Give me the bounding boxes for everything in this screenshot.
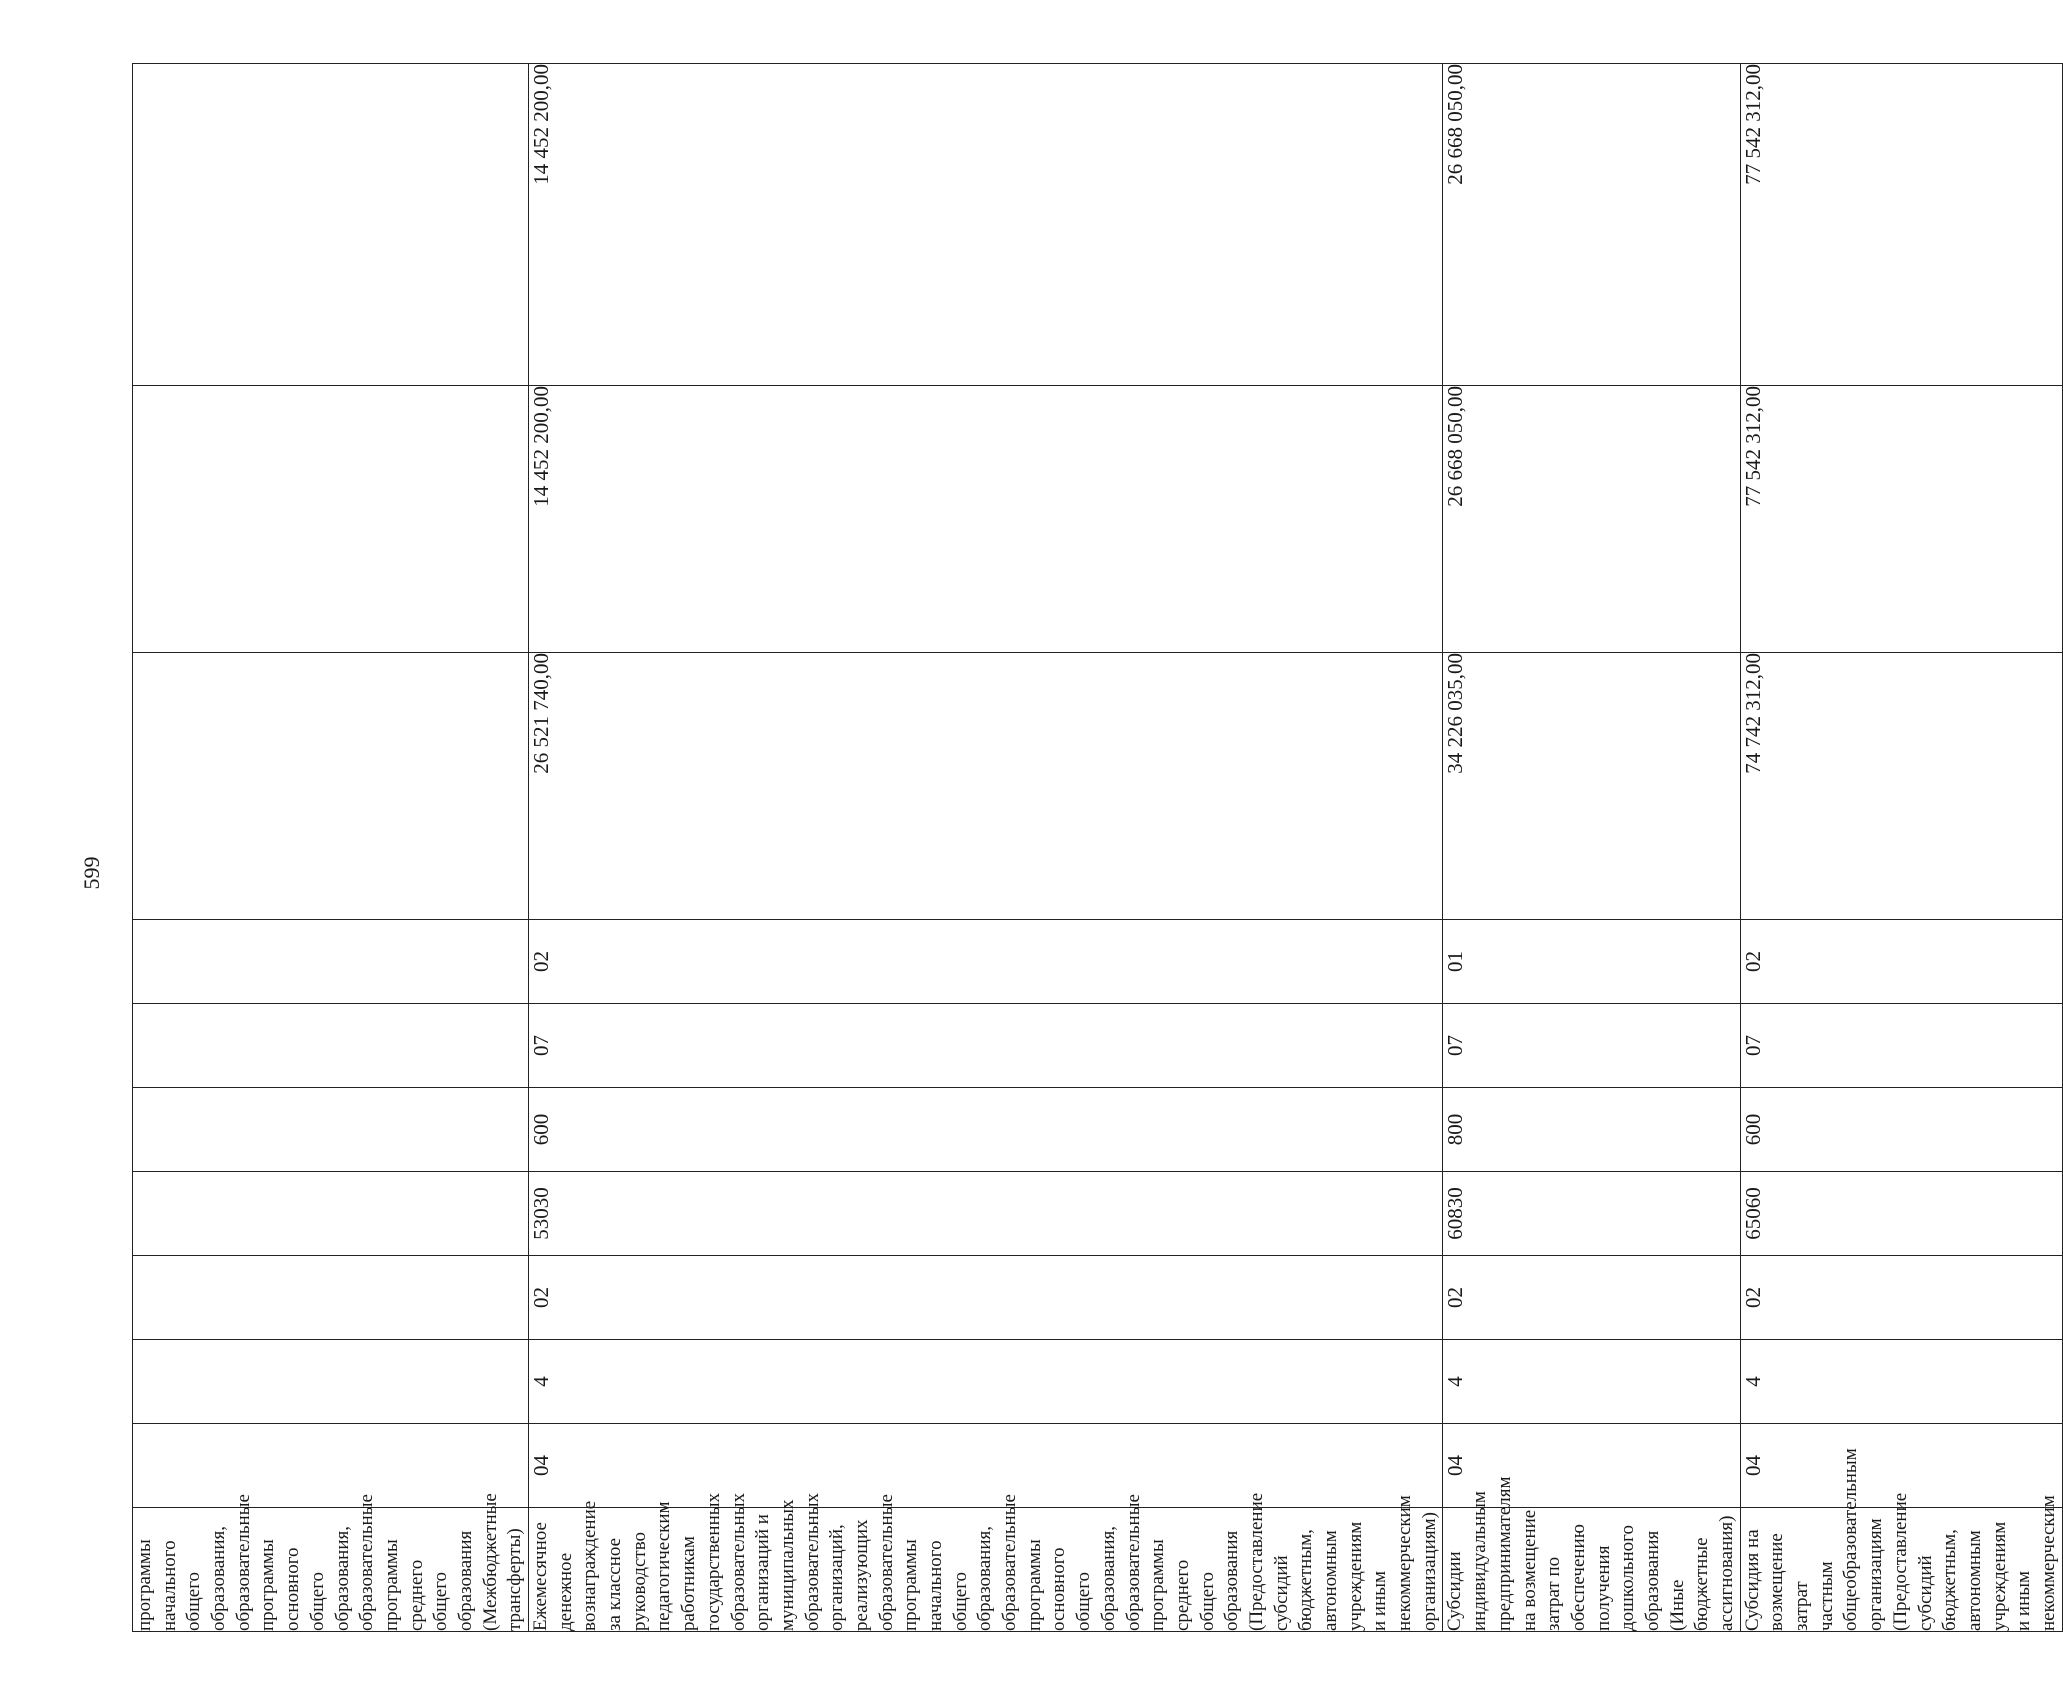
cell-amount-1: 74 742 312,00: [1740, 653, 2062, 920]
row-description: Ежемесячное денежное вознаграждение за классное руководство педагогическим работникам государственных образовательных организаций и муниципальных образовательных организаций, реализующих образовательные программы начального общего образования, образовательные программы основного общего образования, образовательные программы среднего общего образования (Предоставление субсидий бюджетным, автономным учреждениям и иным некоммерческим организациям): [529, 1508, 1443, 1632]
cell-c5: 800: [1443, 1088, 1740, 1172]
row-description: Субсидии индивидуальным предпринимателям на возмещение затрат по обеспечению получения дошкольного образования (Иные бюджетные ассигнования): [1443, 1508, 1740, 1632]
cell-amount-3: 26 668 050,00: [1443, 64, 1740, 386]
cell-c4: [133, 1172, 529, 1256]
cell-c5: [133, 1088, 529, 1172]
table-row: [1740, 64, 2062, 1632]
cell-amount-2: 77 542 312,00: [1740, 386, 2062, 653]
cell-amount-2: 26 668 050,00: [1443, 386, 1740, 653]
cell-c1: [133, 1424, 529, 1508]
cell-c6: [133, 1004, 529, 1088]
row-description: программы начального общего образования, образовательные программы основного общего образования, образовательные программы среднего общего образования (Межбюджетные трансферты): [133, 1508, 529, 1632]
cell-amount-3: 77 542 312,00: [1740, 64, 2062, 386]
rotated-table-container: [132, 64, 2059, 1632]
table-row: [529, 64, 1443, 1632]
cell-amount-2: 14 452 200,00: [529, 386, 1443, 653]
cell-c7: 01: [1443, 920, 1740, 1004]
cell-c3: 02: [529, 1256, 1443, 1340]
cell-c5: 600: [1740, 1088, 2062, 1172]
table-row: [1443, 64, 1740, 1632]
cell-c1: 04: [1740, 1424, 2062, 1508]
cell-amount-1: 34 226 035,00: [1443, 653, 1740, 920]
row-description: Субсидия на возмещение затрат частным общеобразовательным организациям (Предоставление субсидий бюджетным, автономным учреждениям и иным некоммерческим: [1740, 1508, 2062, 1632]
cell-amount-3: 14 452 200,00: [529, 64, 1443, 386]
cell-c1: 04: [529, 1424, 1443, 1508]
cell-c1: 04: [1443, 1424, 1740, 1508]
cell-amount-2: [133, 386, 529, 653]
cell-c5: 600: [529, 1088, 1443, 1172]
cell-c2: 4: [529, 1340, 1443, 1424]
cell-c4: 60830: [1443, 1172, 1740, 1256]
cell-c4: 53030: [529, 1172, 1443, 1256]
cell-c3: 02: [1740, 1256, 2062, 1340]
cell-c6: 07: [1740, 1004, 2062, 1088]
cell-c2: 4: [1740, 1340, 2062, 1424]
cell-c3: [133, 1256, 529, 1340]
cell-c3: 02: [1443, 1256, 1740, 1340]
table-row: [133, 64, 529, 1632]
cell-c6: 07: [1443, 1004, 1740, 1088]
cell-c6: 07: [529, 1004, 1443, 1088]
cell-c7: [133, 920, 529, 1004]
budget-table: [132, 63, 2063, 1632]
cell-c4: 65060: [1740, 1172, 2062, 1256]
cell-amount-1: 26 521 740,00: [529, 653, 1443, 920]
page-number: 599: [79, 856, 104, 890]
cell-amount-1: [133, 653, 529, 920]
cell-c2: [133, 1340, 529, 1424]
cell-c7: 02: [529, 920, 1443, 1004]
cell-amount-3: [133, 64, 529, 386]
cell-c7: 02: [1740, 920, 2062, 1004]
cell-c2: 4: [1443, 1340, 1740, 1424]
